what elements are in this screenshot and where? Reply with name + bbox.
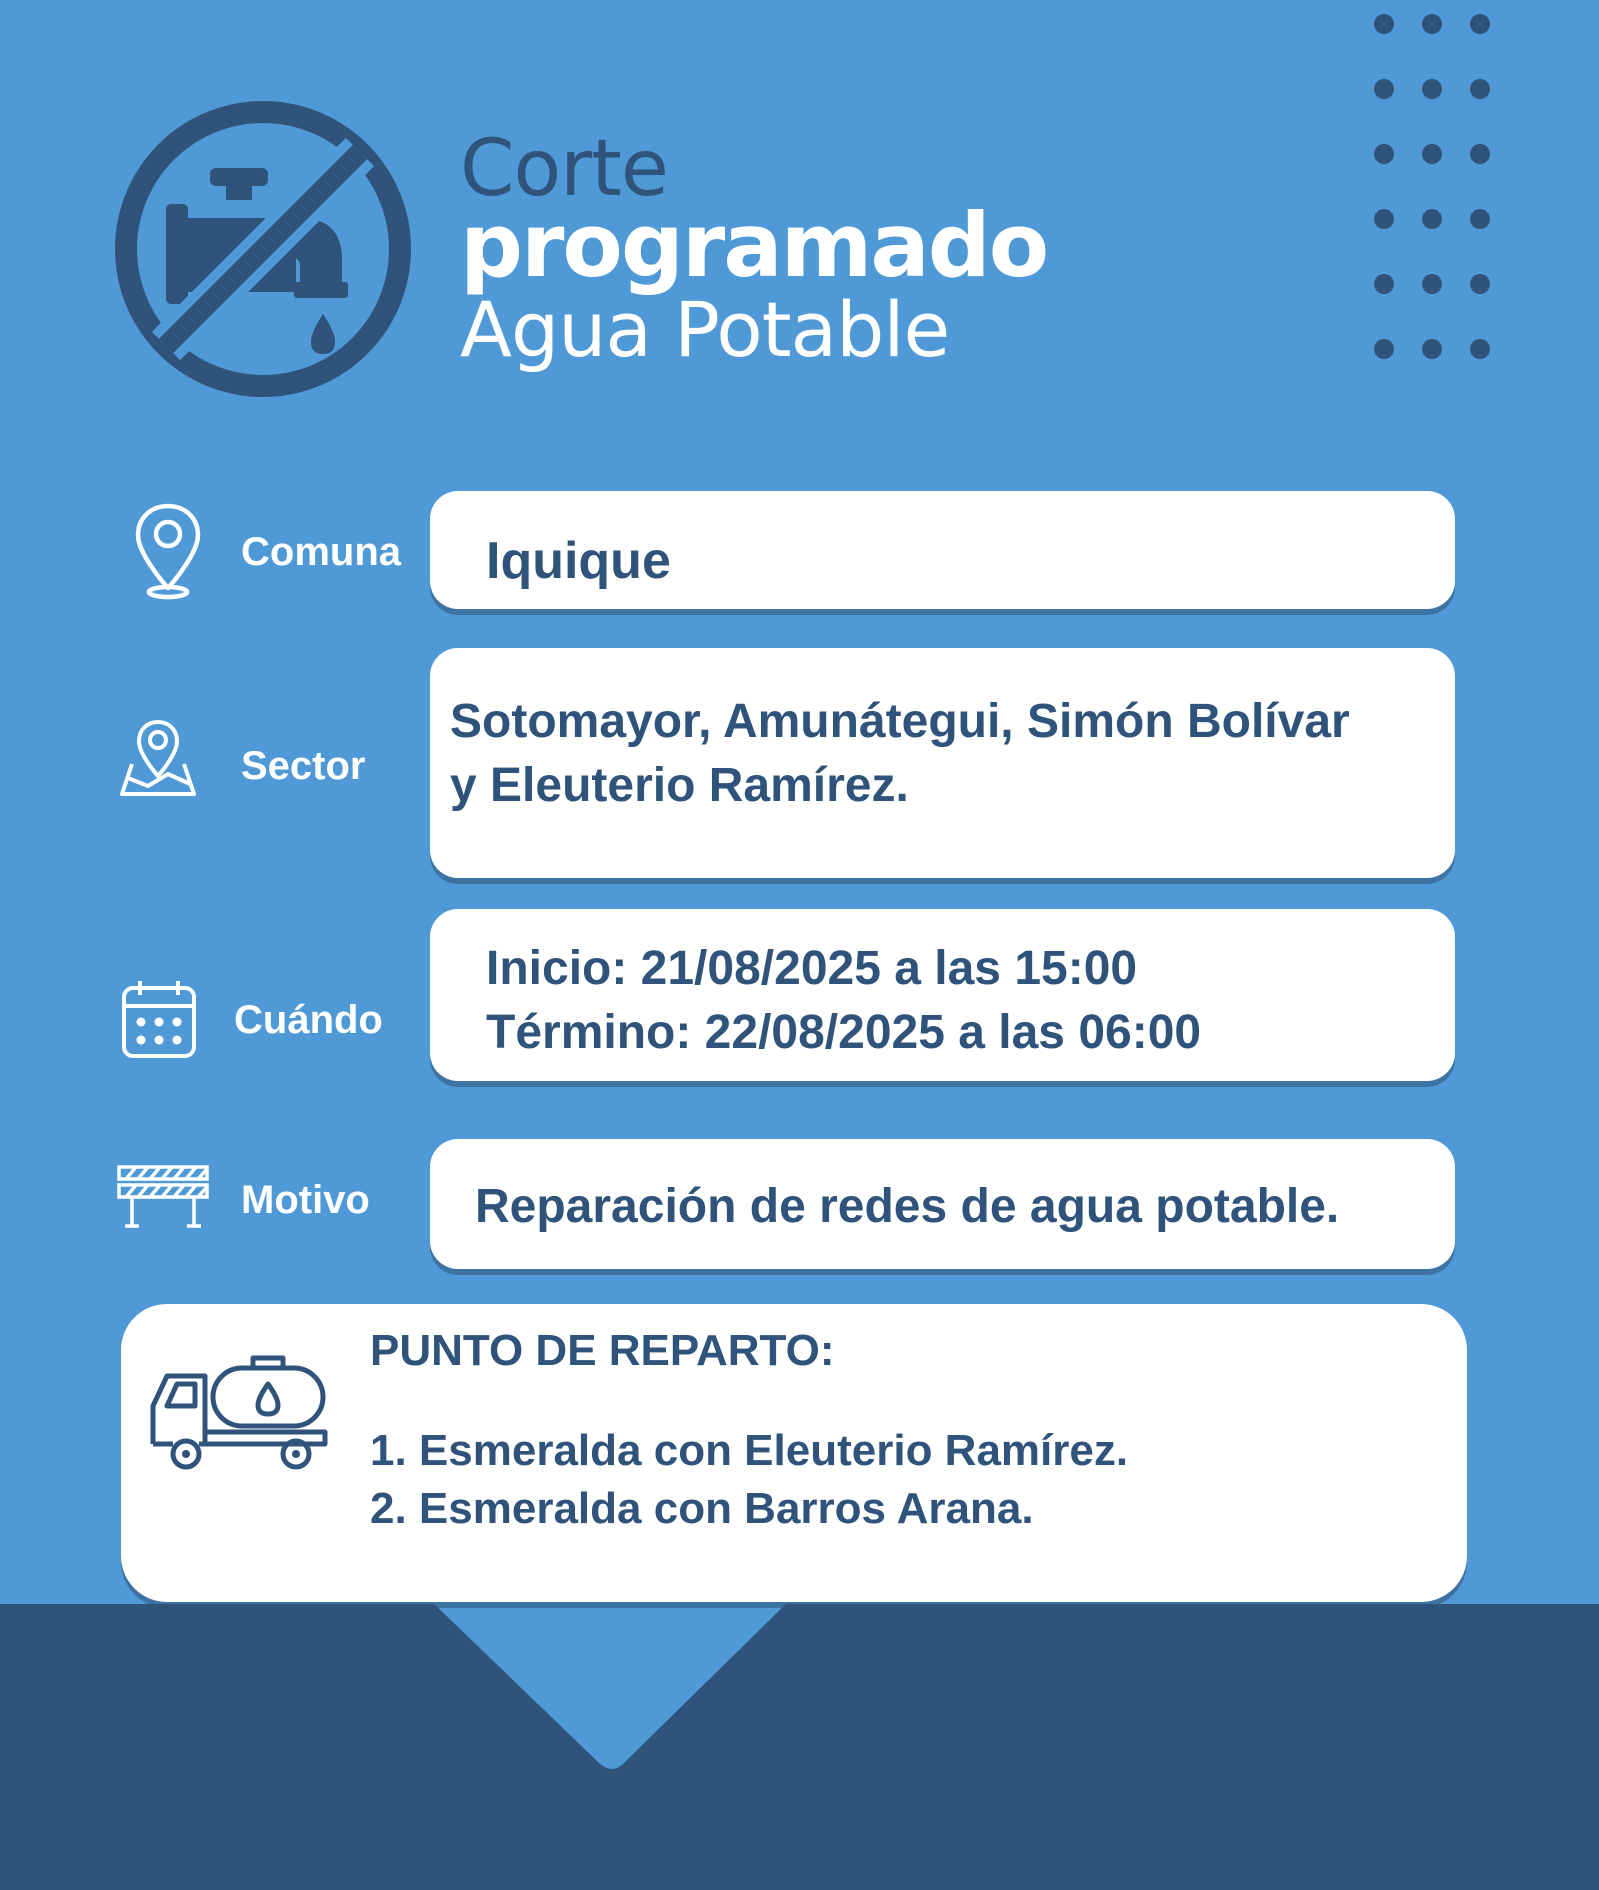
reparto-item: 1. Esmeralda con Eleuterio Ramírez. xyxy=(370,1426,1129,1475)
dot-grid-decoration xyxy=(1370,12,1500,362)
cuando-card xyxy=(430,909,1455,1081)
label-cuando: Cuándo xyxy=(234,998,383,1042)
title-line-corte: Corte xyxy=(460,124,668,214)
map-pin-icon xyxy=(118,718,198,798)
comuna-card xyxy=(430,491,1455,609)
reparto-heading: PUNTO DE REPARTO: xyxy=(370,1326,835,1375)
calendar-icon xyxy=(120,978,198,1060)
road-barrier-icon xyxy=(116,1164,210,1230)
sector-value-line2: y Eleuterio Ramírez. xyxy=(450,759,909,812)
reparto-card xyxy=(121,1304,1467,1602)
sector-card xyxy=(430,648,1455,878)
location-pin-icon xyxy=(134,502,202,602)
water-truck-icon xyxy=(149,1354,329,1478)
cuando-termino: Término: 22/08/2025 a las 06:00 xyxy=(486,1006,1202,1059)
label-motivo: Motivo xyxy=(241,1178,370,1222)
sector-value-line1: Sotomayor, Amunátegui, Simón Bolívar xyxy=(450,695,1350,748)
page-title xyxy=(460,124,1048,374)
no-water-faucet-icon xyxy=(110,96,416,402)
arrow-notch xyxy=(0,1600,1599,1780)
comuna-value: Iquique xyxy=(486,532,671,590)
cuando-inicio: Inicio: 21/08/2025 a las 15:00 xyxy=(486,942,1138,995)
title-line-programado: programado xyxy=(460,194,1048,297)
motivo-value: Reparación de redes de agua potable. xyxy=(475,1180,1340,1233)
label-sector: Sector xyxy=(241,744,366,788)
label-comuna: Comuna xyxy=(241,530,401,574)
title-line-agua-potable: Agua Potable xyxy=(460,285,950,374)
reparto-item: 2. Esmeralda con Barros Arana. xyxy=(370,1484,1034,1533)
motivo-card xyxy=(430,1139,1455,1269)
